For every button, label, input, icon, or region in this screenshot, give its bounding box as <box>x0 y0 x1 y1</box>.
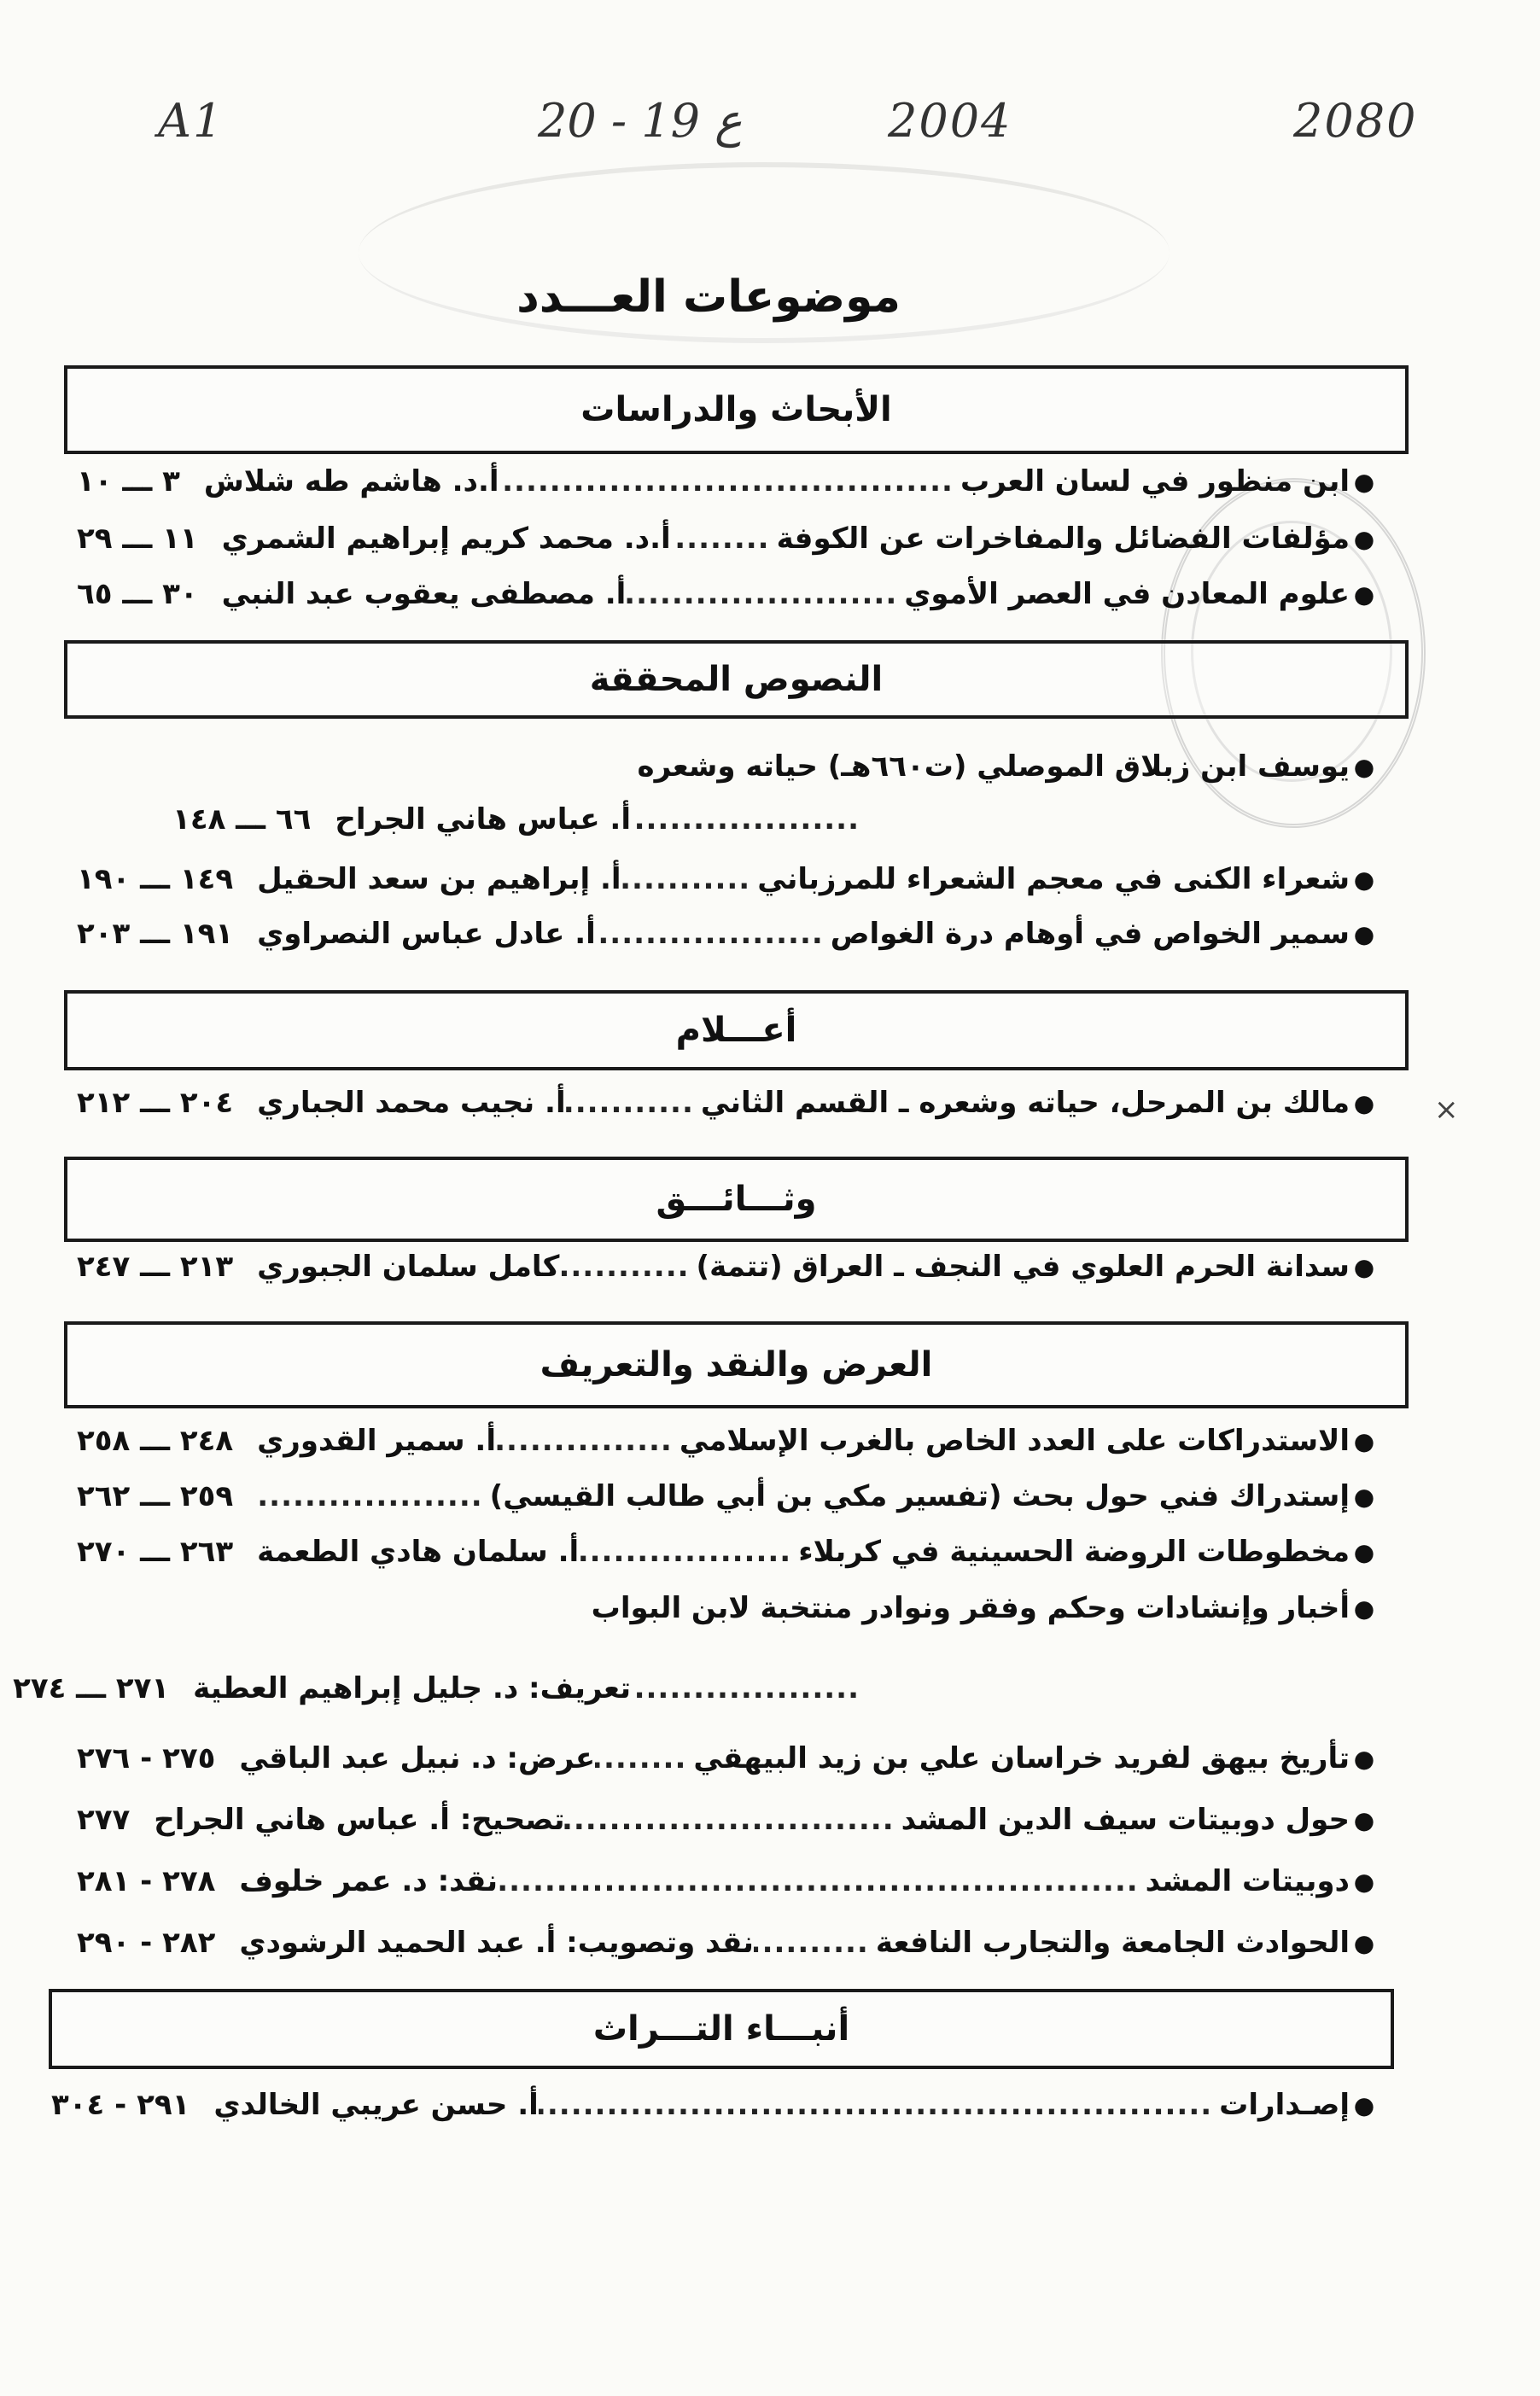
toc-entry[interactable] <box>77 1921 1379 1965</box>
toc-entry[interactable] <box>51 2083 1379 2127</box>
entry-title: سدانة الحرم العلوي في النجف ـ العراق (تتمة) <box>696 1250 1350 1284</box>
entry-pages: ٢٤٨ ـــ ٢٥٨ <box>77 1424 234 1458</box>
toc-entry[interactable] <box>77 1586 1379 1630</box>
bullet-icon: ● <box>1353 752 1375 781</box>
entry-author: أ. سمير القدوري <box>257 1424 496 1458</box>
entry-pages: ٢٠٤ ـــ ٢١٢ <box>77 1086 234 1120</box>
entry-pages: ٢٧٥ - ٢٧٦ <box>77 1741 216 1775</box>
bullet-icon: ● <box>1353 1805 1375 1834</box>
entry-author: أ. إبراهيم بن سعد الحقيل <box>257 862 621 896</box>
leader-dots <box>671 522 777 556</box>
bullet-icon: ● <box>1353 865 1375 894</box>
toc-entry[interactable] <box>77 459 1379 504</box>
entry-author: أ. مصطفى يعقوب عبد النبي <box>221 577 627 611</box>
entry-pages: ٢٧١ ـــ ٢٧٤ <box>13 1671 170 1705</box>
bullet-icon: ● <box>1353 1744 1375 1773</box>
bullet-icon: ● <box>1353 1252 1375 1281</box>
bullet-icon: ● <box>1353 1482 1375 1511</box>
toc-entry[interactable] <box>77 1798 1379 1842</box>
toc-entry[interactable] <box>77 572 1379 616</box>
section-heading: أنبـــاء التـــراث <box>49 1989 1394 2069</box>
section-heading: الأبحاث والدراسات <box>64 365 1409 454</box>
toc-entry[interactable] <box>77 516 1379 561</box>
leader-dots <box>754 1926 876 1960</box>
bullet-icon: ● <box>1353 2090 1375 2119</box>
entry-pages: ٢٩١ - ٣٠٤ <box>51 2088 190 2122</box>
leader-dots <box>499 464 960 498</box>
leader-dots <box>626 577 904 611</box>
bullet-icon: ● <box>1353 524 1375 553</box>
toc-entry[interactable] <box>77 1530 1379 1574</box>
entry-pages: ٢٦٣ ـــ ٢٧٠ <box>77 1535 234 1569</box>
bullet-icon: ● <box>1353 1928 1375 1957</box>
entry-title: مالك بن المرحل، حياته وشعره ـ القسم الثاني <box>700 1086 1350 1120</box>
leader-dots <box>631 1671 866 1705</box>
section-heading: وثـــائـــق <box>64 1157 1409 1242</box>
entry-pages: ٢٧٧ <box>77 1803 131 1837</box>
entry-pages: ١١ ـــ ٢٩ <box>77 522 198 556</box>
entry-title: تأريخ بيهق لفريد خراسان علي بن زيد البيهقي <box>693 1741 1350 1775</box>
entry-pages: ٣٠ ـــ ٦٥ <box>77 577 198 611</box>
toc-entry[interactable] <box>77 1419 1379 1463</box>
leader-dots <box>595 1741 693 1775</box>
entry-pages: ٢٥٩ ـــ ٢٦٢ <box>77 1479 234 1513</box>
bullet-icon: ● <box>1353 1594 1375 1623</box>
bullet-icon: ● <box>1353 1537 1375 1566</box>
leader-dots <box>559 1250 696 1284</box>
entry-title: علوم المعادن في العصر الأموي <box>904 577 1350 611</box>
bullet-icon: ● <box>1353 1088 1375 1117</box>
entry-title: مخطوطات الروضة الحسينية في كربلاء <box>798 1535 1350 1569</box>
entry-pages: ١٤٩ ـــ ١٩٠ <box>77 862 234 896</box>
bullet-icon: ● <box>1353 919 1375 948</box>
toc-entry[interactable] <box>77 912 1379 956</box>
toc-entry-continuation[interactable] <box>13 1666 1379 1711</box>
leader-dots <box>621 862 758 896</box>
entry-author: نقد وتصويب: أ. عبد الحميد الرشودي <box>239 1926 754 1960</box>
handwritten-note: 20 - 19 ع <box>538 94 743 148</box>
bullet-icon: ● <box>1353 1426 1375 1455</box>
toc-entry[interactable] <box>77 1859 1379 1903</box>
entry-author: عرض: د. نبيل عبد الباقي <box>239 1741 596 1775</box>
entry-pages: ٢٧٨ - ٢٨١ <box>77 1864 216 1898</box>
leader-dots <box>496 1424 680 1458</box>
entry-author: تصحيح: أ. عباس هاني الجراح <box>154 1803 565 1837</box>
handwritten-note: 2080 <box>1293 94 1418 148</box>
entry-pages: ١٩١ ـــ ٢٠٣ <box>77 917 234 951</box>
entry-author: كامل سلمان الجبوري <box>257 1250 560 1284</box>
leader-dots <box>631 802 866 837</box>
leader-dots <box>566 1086 701 1120</box>
entry-author: أ. عباس هاني الجراح <box>335 802 631 837</box>
entry-author: تعريف: د. جليل إبراهيم العطية <box>193 1671 631 1705</box>
entry-author: أ. نجيب محمد الجباري <box>257 1086 566 1120</box>
leader-dots <box>539 2088 1219 2122</box>
toc-entry[interactable] <box>77 744 1379 789</box>
entry-pages: ٢١٣ ـــ ٢٤٧ <box>77 1250 234 1284</box>
bullet-icon: ● <box>1353 580 1375 609</box>
bullet-icon: ● <box>1353 1867 1375 1896</box>
leader-dots <box>596 917 831 951</box>
entry-title: الاستدراكات على العدد الخاص بالغرب الإسلامي <box>679 1424 1350 1458</box>
handwritten-note: 2004 <box>888 94 1012 148</box>
entry-title: ابن منظور في لسان العرب <box>960 464 1350 498</box>
entry-title: حول دوبيتات سيف الدين المشد <box>901 1803 1350 1837</box>
entry-pages: ٣ ـــ ١٠ <box>77 464 180 498</box>
toc-entry[interactable] <box>77 857 1379 901</box>
entry-title: إستدراك فني حول بحث (تفسير مكي بن أبي طالب القيسي) <box>489 1479 1350 1513</box>
entry-author: أ. عادل عباس النصراوي <box>257 917 596 951</box>
toc-entry[interactable] <box>77 1081 1379 1125</box>
leader-dots <box>498 1864 1146 1898</box>
toc-entry[interactable] <box>77 1245 1379 1289</box>
leader-dots <box>564 1803 901 1837</box>
entry-title: مؤلفات الفضائل والمفاخرات عن الكوفة <box>776 522 1350 556</box>
entry-author: أ.د. محمد كريم إبراهيم الشمري <box>221 522 671 556</box>
entry-title: إصـدارات <box>1219 2088 1350 2122</box>
section-heading: أعـــلام <box>64 990 1409 1070</box>
entry-title: سمير الخواص في أوهام درة الغواص <box>830 917 1350 951</box>
entry-title: دوبيتات المشد <box>1145 1864 1350 1898</box>
section-heading: النصوص المحققة <box>64 640 1409 719</box>
leader-dots <box>579 1535 798 1569</box>
entry-title: شعراء الكنى في معجم الشعراء للمرزباني <box>757 862 1350 896</box>
toc-entry[interactable] <box>77 1736 1379 1781</box>
toc-entry-continuation[interactable] <box>77 797 1379 842</box>
page-title: موضوعات العـــدد <box>516 271 901 323</box>
entry-author: أ. حسن عريبي الخالدي <box>213 2088 539 2122</box>
bullet-icon: ● <box>1353 467 1375 496</box>
entry-title: يوسف ابن زبلاق الموصلي (ت٦٦٠هـ) حياته وشعره <box>637 749 1350 784</box>
section-heading: العرض والنقد والتعريف <box>64 1321 1409 1408</box>
leader-dots <box>257 1479 490 1513</box>
margin-mark-icon: × <box>1434 1093 1459 1127</box>
entry-pages: ٢٨٢ - ٢٩٠ <box>77 1926 216 1960</box>
entry-author: أ. سلمان هادي الطعمة <box>257 1535 580 1569</box>
toc-entry[interactable] <box>77 1474 1379 1519</box>
entry-pages: ٦٦ ـــ ١٤٨ <box>172 802 312 837</box>
entry-title: الحوادث الجامعة والتجارب النافعة <box>875 1926 1350 1960</box>
entry-title: أخبار وإنشادات وحكم وفقر ونوادر منتخبة لابن البواب <box>591 1591 1350 1625</box>
entry-author: أ.د. هاشم طه شلاش <box>203 464 499 498</box>
handwritten-note: A1 <box>158 94 225 148</box>
entry-author: نقد: د. عمر خلوف <box>239 1864 499 1898</box>
